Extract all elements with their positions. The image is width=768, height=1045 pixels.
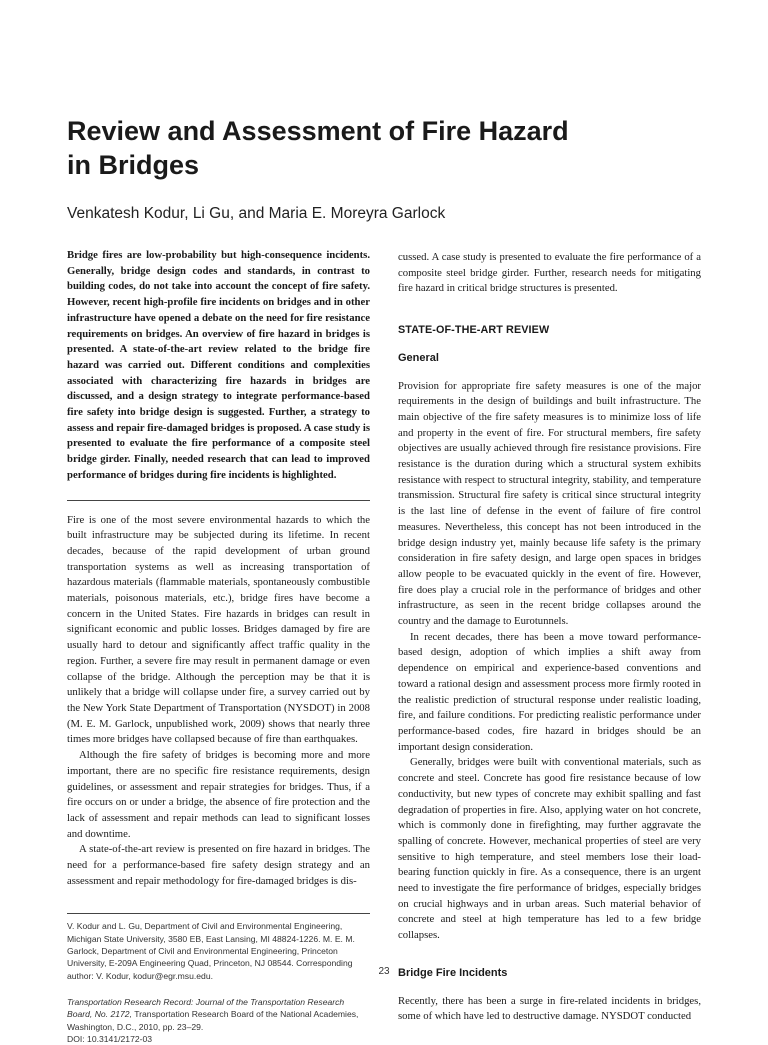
general-paragraph-2: In recent decades, there has been a move toward performance-based design, adoption of which implies a shift away from dependence on empirical and experience-based conventions and toward a rational design and assessment process more firmly rooted in the realistic prediction of structural response under realistic loading, fire, and failure conditions. For predicting realistic performance under performance-based codes, fire hazard in bridges should be an important design consideration. bbox=[398, 630, 701, 753]
title-line-1: Review and Assessment of Fire Hazard bbox=[67, 116, 569, 146]
page-number: 23 bbox=[378, 966, 390, 977]
incidents-paragraph: Recently, there has been a surge in fire-related incidents in bridges, some of which have led to destructive damage. NYSDOT conducted bbox=[398, 994, 701, 1023]
left-column bbox=[67, 248, 370, 1045]
abstract-divider bbox=[67, 500, 370, 501]
abstract: Bridge fires are low-probability but high-consequence incidents. Generally, bridge design codes and standards, in contrast to building codes, do not take into account the concept of fire safety. However, recent high-profile fire incidents on bridges and in other infrastructure have opened a debate on the need for fire resistance requirements on bridges. An overview of fire hazard in bridges is presented. A state-of-the-art review related to the bridge fire hazard was carried out. Different conditions and complexities associated with characterizing fire hazards in bridges are discussed, and a design strategy to integrate performance-based fire safety into bridge design is suggested. Further, a strategy to assess and repair fire-damaged bridges is proposed. A case study is presented to evaluate the fire performance of a composite steel bridge girder. Finally, needed research that can lead to improved performance of bridges during fire incidents is highlighted. bbox=[67, 249, 370, 481]
author-list: Venkatesh Kodur, Li Gu, and Maria E. Moreyra Garlock bbox=[67, 205, 446, 222]
paper-title bbox=[67, 114, 707, 182]
citation-doi: DOI: 10.3141/2172-03 bbox=[67, 1033, 153, 1044]
general-paragraph-1: Provision for appropriate fire safety measures is one of the major requirements in the design of buildings and built infrastructure. The main objective of the fire safety measures is to minimize loss of life and property in the event of fire. For structural members, fire safety objectives are usually achieved through fire resistance provisions. Fire resistance is the duration during which a structural system exhibits resistance with respect to structural integrity, stability, and temperature transmission. Structural fire safety is critical since structural integrity is the last line of defense in the event of failure of fire control measures. Nevertheless, this concept has not been introduced in the bridge design industry yet, mainly because life safety is the primary consideration in fire safety design, and large open spaces in bridges allow people to be evacuated quickly in the event of fire. However, fire does play a crucial role in the performance of bridges and other infrastructure, as seen in the recent bridge collapses around the country and the damage to Eurotunnels. bbox=[398, 379, 701, 628]
footnote-divider bbox=[67, 913, 370, 914]
intro-continuation: cussed. A case study is presented to evaluate the fire performance of a composite steel bridge girder. Further, research needs for mitigating fire hazard in critical bridge structures is presented. bbox=[398, 251, 701, 295]
subsection-heading-incidents: Bridge Fire Incidents bbox=[398, 966, 508, 979]
subsection-heading-general: General bbox=[398, 351, 439, 364]
journal-name: Transportation Research Record: Journal of the Transportation Research Board, No. 2172, bbox=[67, 996, 345, 1020]
right-column bbox=[398, 250, 701, 1025]
general-paragraph-3: Generally, bridges were built with conventional materials, such as concrete and steel. Concrete has good fire resistance because of low conductivity, but new types of concrete may exhibit spalling and fast degradation of properties in fire. Also, applying water on hot concrete, which is commonly done in firefighting, may further aggravate the spalling of concrete. However, mechanical properties of steel are very sensitive to high temperature, and steel members lose their load-bearing function quickly in fire. As a consequence, there is an urgent need to investigate the fire performance of bridges, especially bridges on crucial highways and in urban areas. Such material behavior of concrete and steel at high temperature has led to a few bridge collapses. bbox=[398, 756, 701, 942]
title-line-2: in Bridges bbox=[67, 150, 200, 180]
intro-paragraph-1: Fire is one of the most severe environmental hazards to which the built infrastructure may be subjected during its lifetime. In recent decades, because of the rapid development of urban ground transportation systems as well as increasing transportation of hazardous materials (flammable materials, spontaneously combustible materials, poisonous materials, etc.), bridge fires have become a concern in the United States. Fire hazards in bridges can result in significant economic and public losses. Bridges damaged by fire are usually hard to detour and significantly affect traffic quality in the region. Further, a severe fire may result in permanent damage or even collapse of the bridge. Although the perception may be that it is unlikely that a bridge will collapse under fire, a survey carried out by the New York State Department of Transportation (NYSDOT) in 2008 (M. E. M. Garlock, unpublished work, 2009) shows that nearly three times more bridges have collapsed because of fire than earthquakes. bbox=[67, 513, 370, 746]
section-heading-review: STATE-OF-THE-ART REVIEW bbox=[398, 324, 550, 337]
citation-details: Transportation Research Board of the National Academies, Washington, D.C., 2010, pp. 23–29. bbox=[67, 1009, 359, 1032]
journal-citation bbox=[67, 996, 370, 1045]
intro-paragraph-3: A state-of-the-art review is presented on fire hazard in bridges. The need for a performance-based fire safety design strategy and an assessment and repair methodology for fire-damaged bridges is dis- bbox=[67, 843, 370, 887]
intro-paragraph-2: Although the fire safety of bridges is becoming more and more important, there are no specific fire resistance requirements, design guidelines, or assessment and repair strategies for bridges. Thus, if a fire occurs on or under a bridge, the absence of fire protection and the lack of assessment and repair methods can lead to significant losses and downtime. bbox=[67, 749, 370, 840]
author-affiliations: V. Kodur and L. Gu, Department of Civil and Environmental Engineering, Michigan State University, 3580 EB, East Lansing, MI 48824-1226. M. E. M. Garlock, Department of Civil and Environmental Engineering, Princeton University, E-209A Engineering Quad, Princeton, NJ 08544. Corresponding author: V. Kodur, kodur@egr.msu.edu. bbox=[67, 921, 355, 981]
